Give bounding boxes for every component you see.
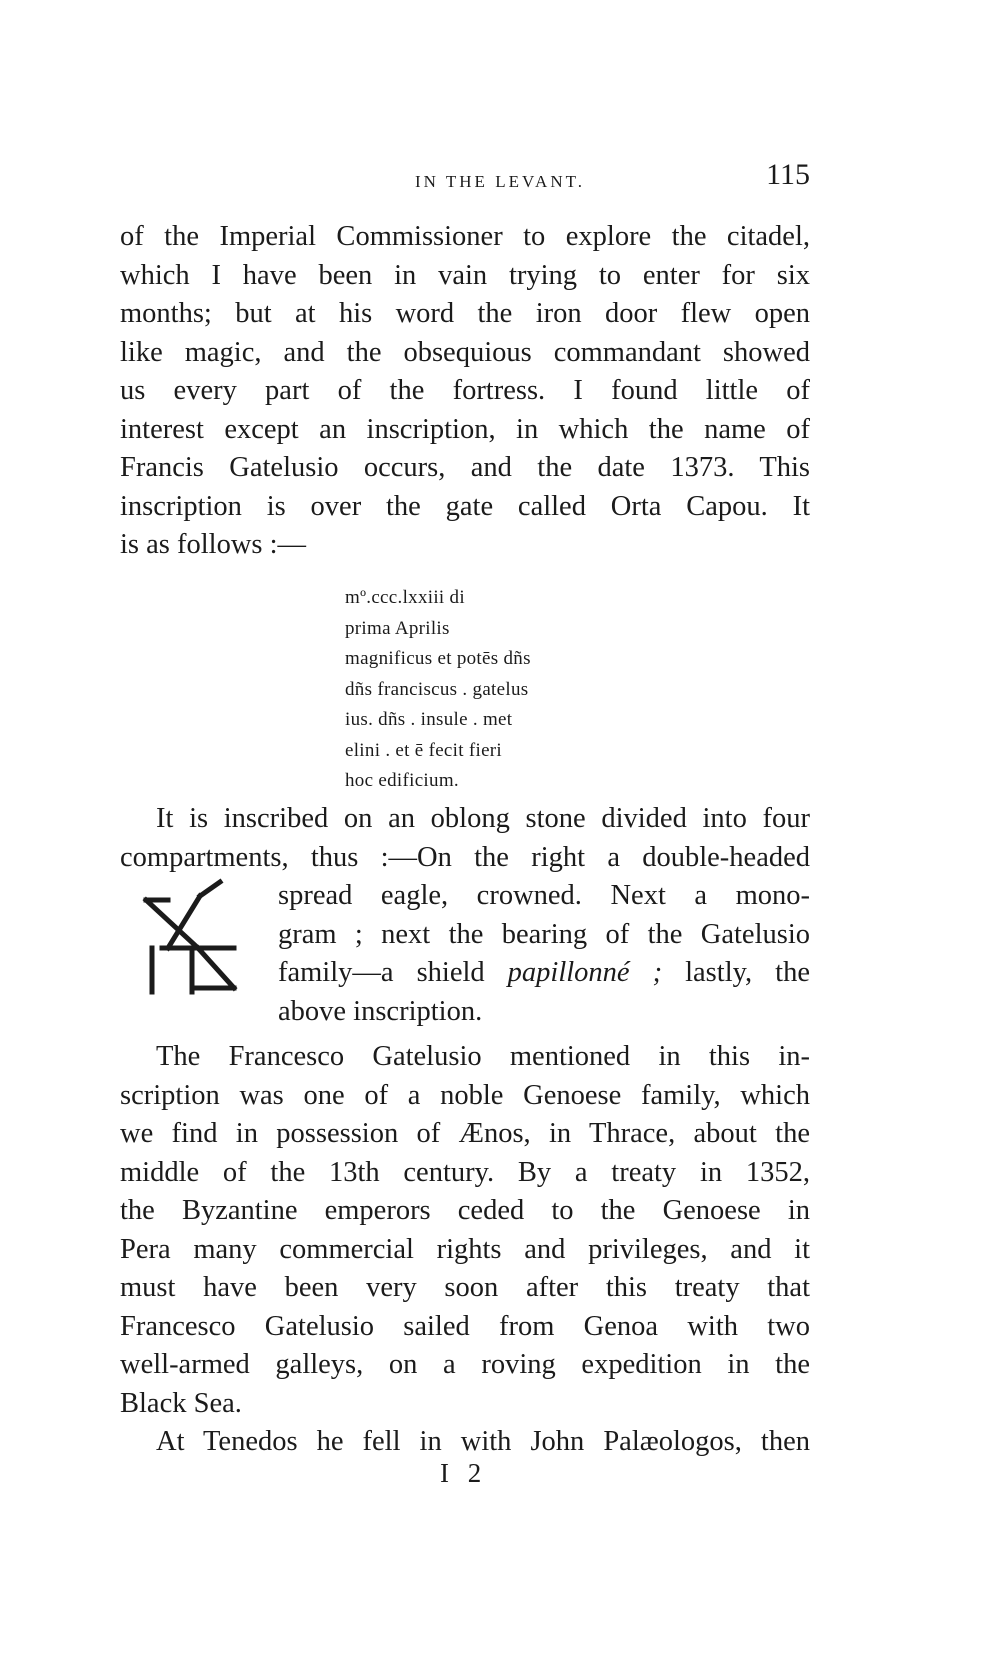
text-line: The Francesco Gatelusio mentioned in this in- [156, 1041, 810, 1072]
text-wrap-beside-figure [278, 877, 810, 1031]
signature-mark: I 2 [440, 1458, 488, 1488]
text-line: the Byzantine emperors ceded to the Genoese in [120, 1195, 810, 1226]
inscription-line: elini . et ē fecit fieri [345, 739, 503, 761]
text-line: interest except an inscription, in which the name of [120, 413, 810, 445]
text-line: Francis Gatelusio occurs, and the date 1373. This [120, 452, 810, 483]
inscription-block [345, 583, 605, 797]
text-line: At Tenedos he fell in with John Palæologos, then [156, 1426, 810, 1457]
text-line: middle of the 13th century. By a treaty in 1352, [120, 1156, 810, 1188]
italic-term: papillonné ; [507, 957, 663, 988]
text-run: lastly, the [662, 957, 810, 988]
text-line: of the Imperial Commissioner to explore the citadel, [120, 221, 810, 252]
running-head [120, 158, 810, 208]
text-line: well-armed galleys, on a roving expedition in the [120, 1349, 810, 1380]
text-line: Pera many commercial rights and privileges, and it [120, 1233, 810, 1265]
text-line: Black Sea. [120, 1387, 242, 1419]
page-number: 115 [766, 158, 810, 191]
text-run: family—a shield [278, 957, 508, 988]
text-line: we find in possession of Ænos, in Thrace, about the [120, 1118, 810, 1149]
text-line: like magic, and the obsequious commandant showed [120, 336, 810, 368]
running-title: IN THE LEVANT. [415, 172, 585, 191]
inscription-line: mº.ccc.lxxiii di [345, 587, 465, 608]
paragraph-3 [120, 1038, 810, 1462]
text-line: scription was one of a noble Genoese family, which [120, 1079, 810, 1111]
inscription-line: magnificus et potēs dñs [345, 648, 531, 669]
inscription-line: ius. dñs . insule . met [345, 709, 513, 730]
text-line: gram ; next the bearing of the Gatelusio [278, 918, 810, 950]
text-line: It is inscribed on an oblong stone divided into four [156, 803, 810, 834]
text-line: inscription is over the gate called Orta Capou. It [120, 490, 810, 522]
gatelusio-monogram-icon [138, 870, 248, 1000]
text-line: which I have been in vain trying to enter for six [120, 259, 810, 291]
inscription-line: prima Aprilis [345, 617, 450, 639]
text-line [278, 954, 810, 993]
inscription-line: hoc edificium. [345, 770, 459, 791]
text-line: above inscription. [278, 995, 483, 1027]
inscription-line: dñs franciscus . gatelus [345, 678, 529, 700]
text-line: us every part of the fortress. I found little of [120, 375, 810, 406]
text-line: compartments, thus :—On the right a double-headed [120, 841, 810, 873]
paragraph-1 [120, 218, 810, 565]
text-line: is as follows :— [120, 529, 307, 560]
text-line: must have been very soon after this treaty that [120, 1272, 810, 1303]
text-line: months; but at his word the iron door flew open [120, 298, 810, 329]
text-line: Francesco Gatelusio sailed from Genoa with two [120, 1310, 810, 1342]
text-line: spread eagle, crowned. Next a mono- [278, 880, 810, 911]
